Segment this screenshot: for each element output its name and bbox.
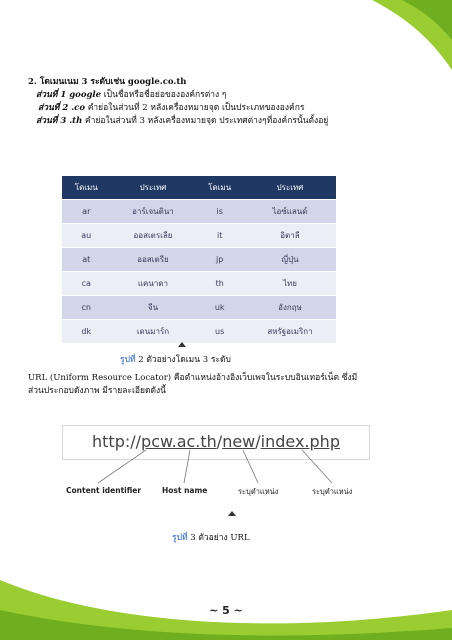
header-domain-1: โดเมน	[62, 176, 111, 200]
table-cell: เดนมาร์ก	[111, 320, 196, 344]
label-path-1: ระบุตำแหน่ง	[238, 487, 279, 496]
label-path-2: ระบุตำแหน่ง	[312, 487, 353, 496]
table-cell: ar	[62, 200, 111, 224]
table-cell: at	[62, 248, 111, 272]
url-slash-1: /	[216, 432, 223, 451]
part-3-text: คำย่อในส่วนที่ 3 หลังเครื่องหมายจุด ประเทศต่างๆที่องค์กรนั้นตั้งอยู่	[82, 116, 329, 126]
part-3-label: ส่วนที่ 3 .th	[36, 116, 83, 126]
url-host: pcw.ac.th	[141, 432, 217, 451]
caret-up-icon	[228, 511, 236, 516]
url-slash-2: /	[255, 432, 261, 451]
url-file: index.php	[260, 432, 340, 451]
table-cell: อาร์เจนตินา	[111, 200, 196, 224]
table-cell: it	[195, 224, 244, 248]
table-cell: dk	[62, 320, 111, 344]
part-1-label: ส่วนที่ 1 google	[36, 90, 102, 100]
table-cell: us	[195, 320, 244, 344]
header-country-1: ประเทศ	[111, 176, 196, 200]
table-cell: อังกฤษ	[244, 296, 336, 320]
part-1-text: เป็นชื่อหรือชื่อย่อขององค์กรต่าง ๆ	[101, 90, 227, 100]
table-cell: สหรัฐอเมริกา	[244, 320, 336, 344]
url-path: new	[222, 432, 256, 451]
table-cell: th	[195, 272, 244, 296]
part-2-text: คำย่อในส่วนที่ 2 หลังเครื่องหมายจุด เป็นประเภทขององค์กร	[85, 103, 305, 113]
table-cell: uk	[195, 296, 244, 320]
url-paragraph-line-2: ส่วนประกอบดังภาพ มีรายละเอียดดังนี้	[28, 386, 166, 396]
section-heading: 2. โดเมนเนม 3 ระดับเช่น google.co.th	[28, 77, 187, 87]
table-cell: ไอซ์แลนด์	[244, 200, 336, 224]
label-content-identifier: Content identifier	[66, 486, 142, 495]
header-country-2: ประเทศ	[244, 176, 336, 200]
figure-2-text: 2 ตัวอย่างโดเมน 3 ระดับ	[135, 355, 231, 365]
table-cell: is	[195, 200, 244, 224]
figure-3-text: 3 ตัวอย่าง URL	[187, 533, 250, 543]
table-cell: จีน	[111, 296, 196, 320]
table-cell: ญี่ปุ่น	[244, 248, 336, 272]
table-cell: อิตาลี	[244, 224, 336, 248]
header-domain-2: โดเมน	[195, 176, 244, 200]
table-cell: cn	[62, 296, 111, 320]
table-cell: ca	[62, 272, 111, 296]
table-cell: ออสเตรีย	[111, 248, 196, 272]
page-number: ~ 5 ~	[209, 604, 243, 617]
url-scheme: http://	[92, 432, 142, 451]
url-paragraph-line-1: URL (Uniform Resource Locator) คือตำแหน่งอ้างอิงเว็บเพจในระบบอินเทอร์เน็ต ซึ่งมี	[28, 373, 358, 383]
label-host-name: Host name	[162, 486, 208, 495]
table-cell: แคนาดา	[111, 272, 196, 296]
table-cell: au	[62, 224, 111, 248]
table-cell: ไทย	[244, 272, 336, 296]
figure-2-label: รูปที่	[120, 355, 136, 365]
table-cell: ออสเตรเลีย	[111, 224, 196, 248]
table-cell: jp	[195, 248, 244, 272]
part-2-label: ส่วนที่ 2 .co	[38, 103, 86, 113]
figure-3-label: รูปที่	[172, 533, 188, 543]
figure-3-caption	[172, 530, 250, 544]
